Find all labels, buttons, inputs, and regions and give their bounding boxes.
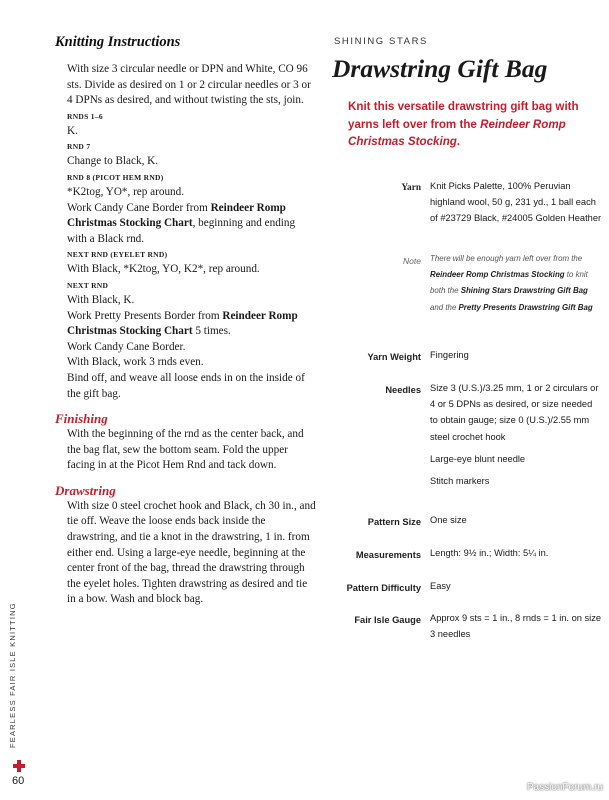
book-title-vertical: FEARLESS FAIR ISLE KNITTING — [8, 602, 17, 748]
instructions-title: Knitting Instructions — [55, 34, 181, 50]
measurements-label: Measurements — [355, 550, 421, 560]
series-name: SHINING STARS — [334, 36, 428, 47]
rnds-1-6-text: K. — [67, 124, 78, 137]
cast-on-text: With size 3 circular needle or DPN and White, CO 96 sts. Divide as desired on 1 or 2 circular needles or 3 or 4 DPNs as desired, and without twisting the sts, join. — [67, 63, 311, 107]
gauge-label: Fair Isle Gauge — [354, 615, 421, 625]
red-cross-icon-vertical — [17, 760, 21, 772]
pattern-title: Drawstring Gift Bag — [332, 54, 548, 83]
watermark: PassionForum.ru — [526, 782, 603, 793]
yarn-value: Knit Picks Palette, 100% Peruvian highland wool, 50 g, 231 yd., 1 ball each of #23729 Black, #24005 Golden Heather — [430, 181, 602, 224]
page-number: 60 — [12, 775, 25, 787]
drawstring-text: With size 0 steel crochet hook and Black, ch 30 in., and tie off. Weave the loose ends back inside the drawstring, and tie a knot in the drawstring, 1 in. from either end. Using a large-eye needle, beginning at the center front of the bag, thread the drawstring through the eyelet holes. Tighten drawstring as desired and tie in a bow. Wash and block bag. — [67, 499, 316, 606]
rnd-8-label: RND 8 (PICOT HEM RND) — [67, 172, 164, 182]
pattern-size-label: Pattern Size — [367, 517, 421, 527]
difficulty-value: Easy — [430, 581, 451, 591]
needles-value — [430, 380, 602, 489]
needles-label: Needles — [385, 385, 421, 395]
finishing-heading: Finishing — [55, 411, 108, 427]
gauge-value: Approx 9 sts = 1 in., 8 rnds = 1 in. on size 3 needles — [430, 613, 602, 640]
pattern-size-value: One size — [430, 515, 467, 525]
candy-cane-step: Work Candy Cane Border from Reindeer Romp Christmas Stocking Chart, beginning and ending with a Black rnd. — [67, 201, 296, 245]
black-rnds-step: With Black, work 3 rnds even. — [67, 356, 204, 369]
next-rnd-label: NEXT RND — [67, 280, 109, 290]
rnd-7-text: Change to Black, K. — [67, 155, 159, 168]
yarn-label: Yarn — [401, 183, 421, 193]
candy-cane-step-2: Work Candy Cane Border. — [67, 340, 186, 353]
rnd-7-label: RND 7 — [67, 142, 91, 152]
finishing-text: With the beginning of the rnd as the center back, and the bag flat, sew the bottom seam. Fold the upper facing in at the Picot Hem Rnd and tack down. — [67, 428, 304, 472]
yarn-weight-label: Yarn Weight — [367, 352, 421, 362]
measurements-value: Length: 9½ in.; Width: 5¼ in. — [430, 548, 549, 558]
needles-markers: Stitch markers — [430, 476, 490, 487]
needles-blunt: Large-eye blunt needle — [430, 453, 526, 464]
drawstring-heading: Drawstring — [55, 482, 116, 498]
drawstring-body — [55, 499, 317, 608]
instructions-body — [55, 62, 317, 402]
difficulty-label: Pattern Difficulty — [346, 583, 421, 593]
bind-off-step: Bind off, and weave all loose ends in on the inside of the gift bag. — [67, 371, 305, 400]
note-value: There will be enough yarn left over from the Reindeer Romp Christmas Stocking to knit both the Shining Stars Drawstring Gift Bag and the Pretty Presents Drawstring Gift Bag — [430, 254, 593, 312]
eyelet-rnd-label: NEXT RND (EYELET RND) — [67, 250, 168, 260]
eyelet-rnd-text: With Black, *K2tog, YO, K2*, rep around. — [67, 263, 260, 276]
yarn-weight-value: Fingering — [430, 350, 469, 360]
finishing-body — [55, 427, 317, 474]
note-label: Note — [403, 256, 421, 266]
needles-sizes: Size 3 (U.S.)/3.25 mm, 1 or 2 circulars or 4 or 5 DPNs as desired, or size needed to obtain gauge; size 0 (U.S.)/2.55 mm steel crochet hook — [430, 383, 599, 442]
rnds-1-6-label: RNDS 1–6 — [67, 111, 103, 121]
pretty-presents-step: Work Pretty Presents Border from Reindeer Romp Christmas Stocking Chart 5 times. — [67, 309, 298, 338]
next-rnd-text: With Black, K. — [67, 293, 135, 306]
pattern-intro: Knit this versatile drawstring gift bag with yarns left over from the Reindeer Romp Christmas Stocking. — [348, 100, 579, 148]
instructions-column — [55, 34, 317, 608]
rnd-8-text: *K2tog, YO*, rep around. — [67, 185, 185, 198]
